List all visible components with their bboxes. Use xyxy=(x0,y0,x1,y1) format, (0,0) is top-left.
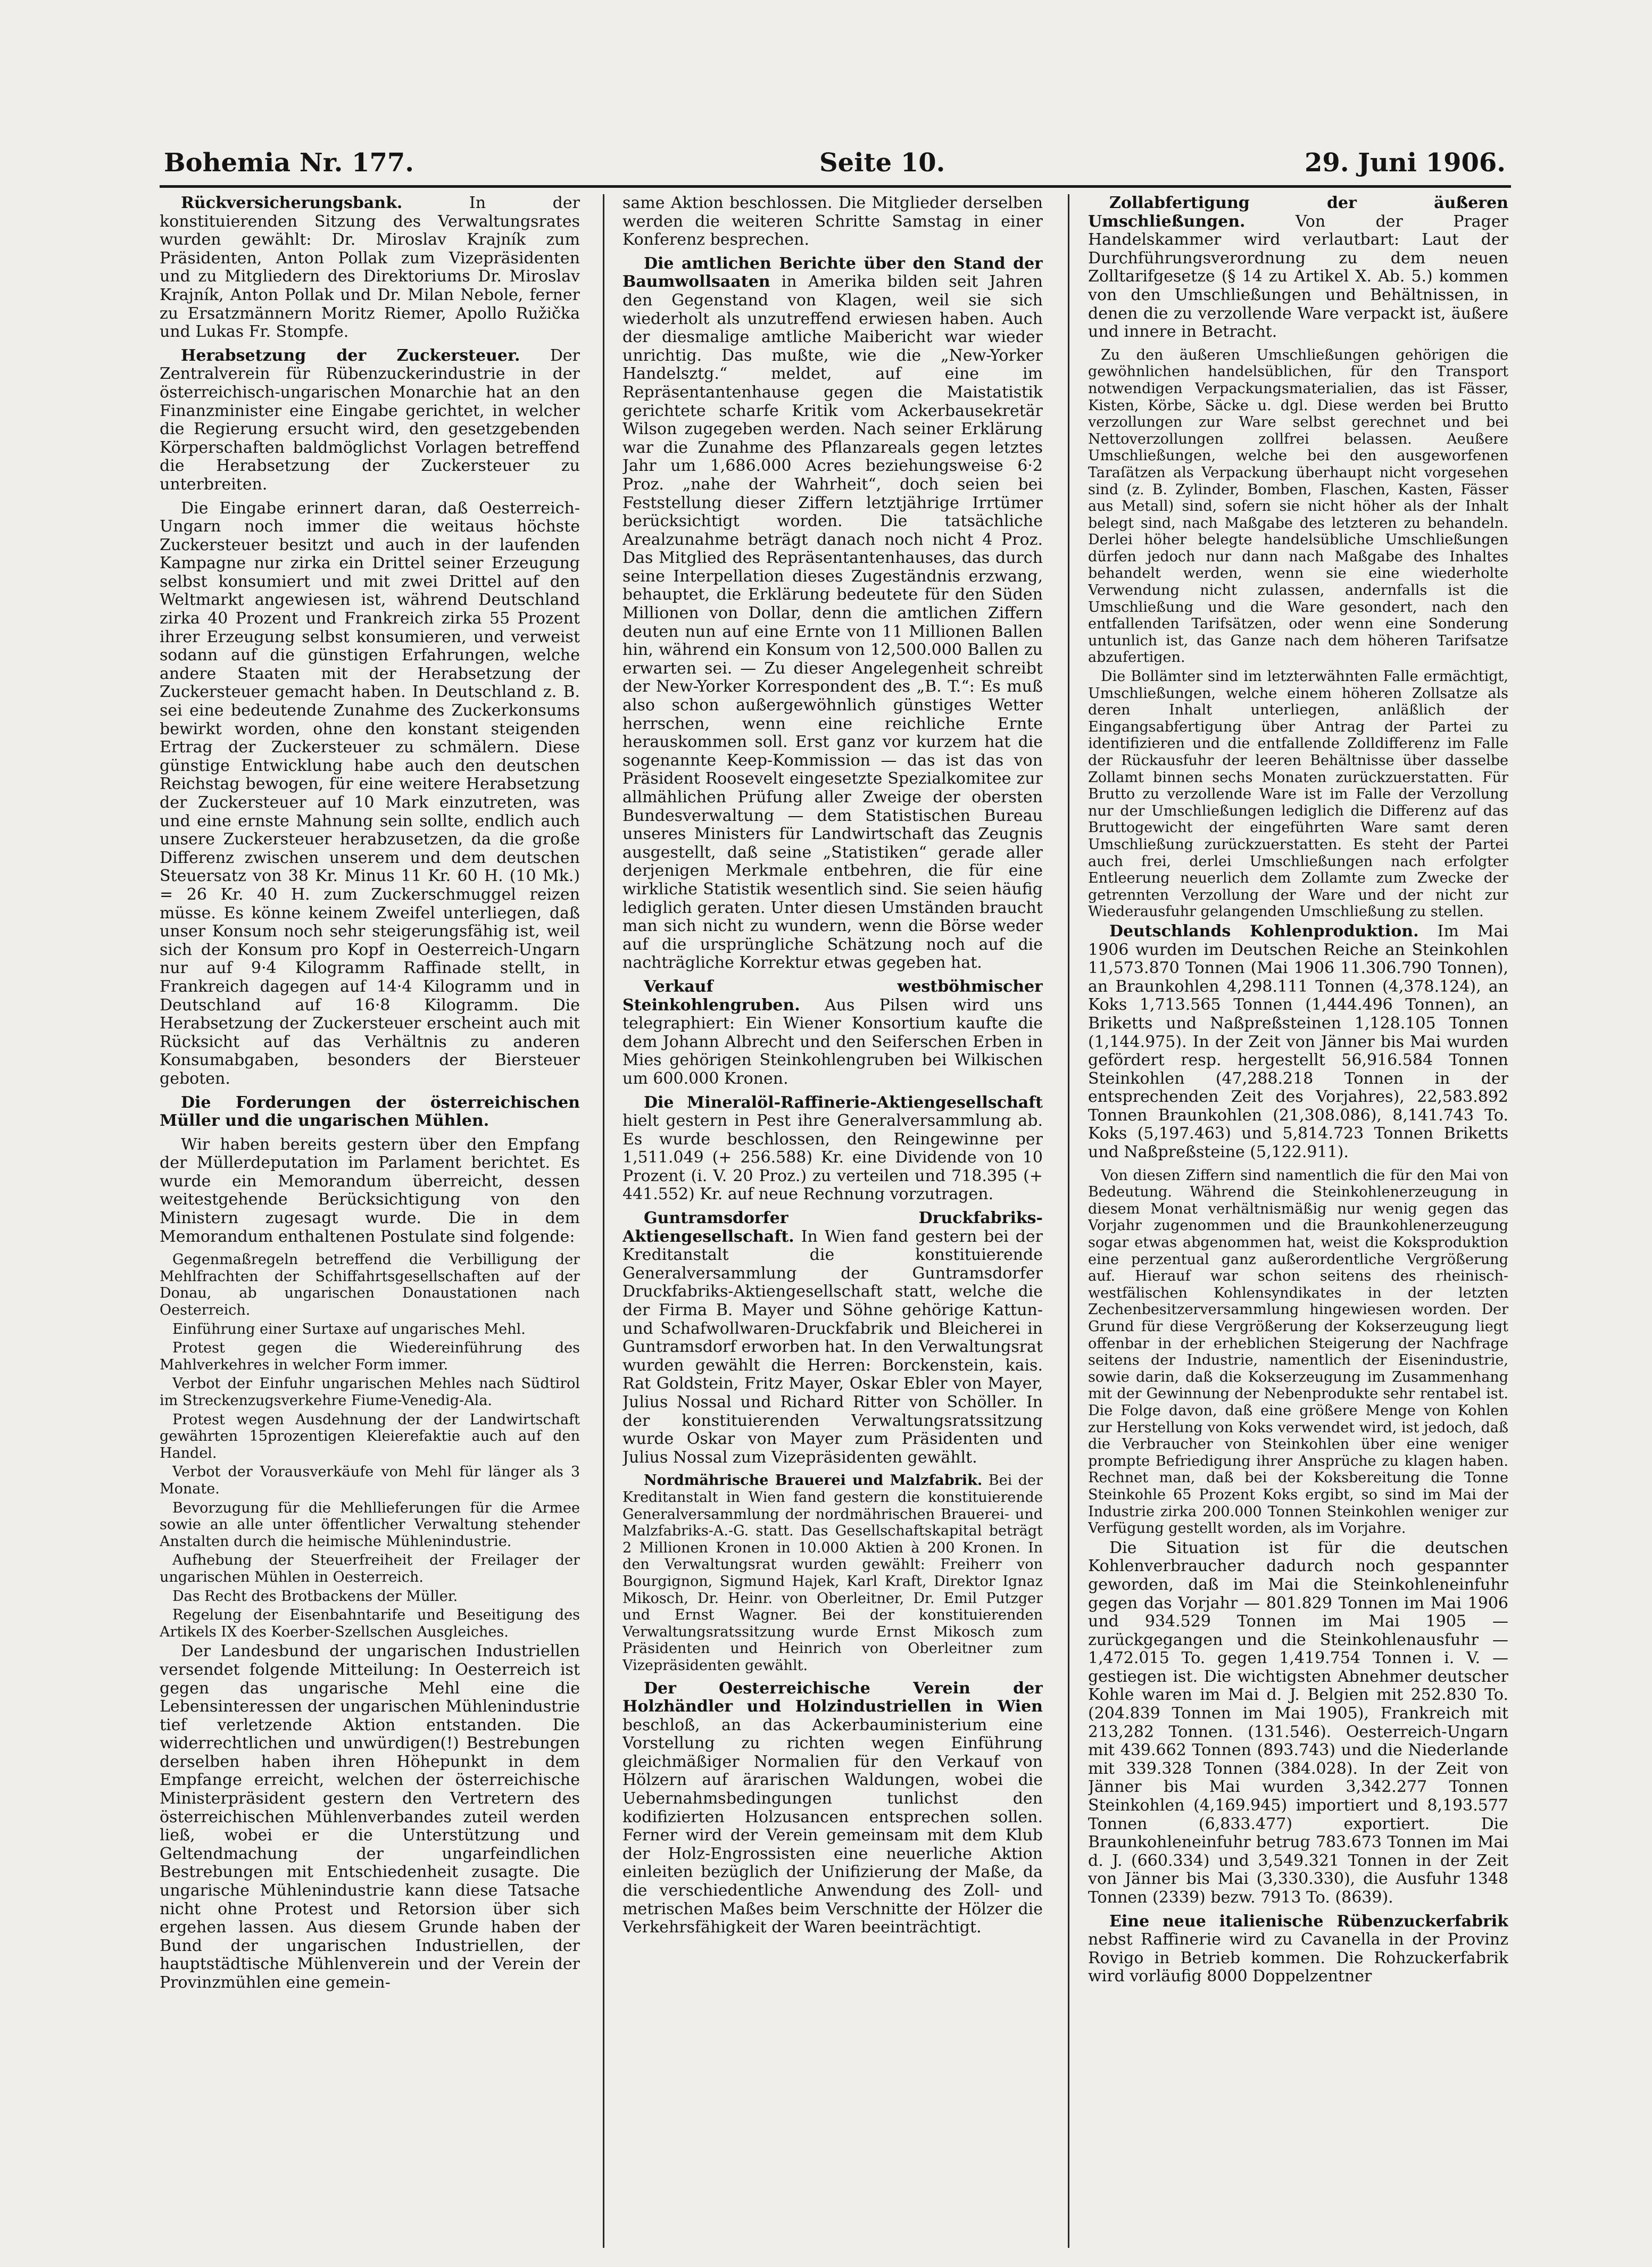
article-steinkohlengruben xyxy=(622,978,1043,1089)
article-body: Im Mai 1906 wurden im Deutschen Reiche an Steinkohlen 11,573.870 Tonnen (Mai 1906 11.306.790 Tonnen), an Braunkohlen 4,298.111 Tonnen (4,378.124), an Koks 1,713.565 Tonnen (1,444.496 Tonnen), an Briketts und Naßpreßsteinen 1,128.105 Tonnen (1,144.975). In der Zeit von Jänner bis Mai wurden gefördert resp. hergestellt 56,916.584 Tonnen Steinkohlen (47,288.218 Tonnen in der entsprechenden Zeit des Vorjahres), 22,583.892 Tonnen Braunkohlen (21,308.086), 8,141.743 To. Koks (5,197.463) und 5,814.723 Tonnen Briketts und Naßpreßsteine (5,122.911). xyxy=(1088,921,1508,1162)
article-paragraph: Der Landesbund der ungarischen Industriellen versendet folgende Mitteilung: In Oesterreich ist gegen das ungarische Mehl eine die Lebensinteressen der ungarischen Mühlenindustrie tief verletzende Aktion entstanden. Die widerrechtlichen und unwürdigen(!) Bestrebungen derselben haben ihren Höhepunkt in dem Empfange erreicht, welchen der österreichische Ministerpräsident gestern den Vertretern des österreichischen Mühlenverbandes zuteil werden ließ, wobei er die Unterstützung und Geltendmachung der ungarfeindlichen Bestrebungen mit Entschiedenheit zusagte. Die ungarische Mühlenindustrie kann diese Tatsache nicht ohne Protest und Retorsion über sich ergehen lassen. Aus diesem Grunde haben der Bund der ungarischen Industriellen, der hauptstädtische Mühlenverein und der Verein der Provinzmühlen eine gemein- xyxy=(160,1642,580,1992)
article-headline: Zollabfertigung der äußeren Umschließungen. xyxy=(1088,194,1508,231)
article-zuckersteuer xyxy=(160,347,580,494)
page-header xyxy=(160,148,1511,188)
zoll-details xyxy=(1088,347,1508,920)
header-date: 29. Juni 1906. xyxy=(1305,148,1506,178)
article-body: Aus Pilsen wird uns telegraphiert: Ein Wiener Konsortium kaufte die dem Johann Albrecht und den Seiferschen Erben in Mies gehörigen Steinkohlengruben bei Wilkischen um 600.000 Kronen. xyxy=(622,995,1043,1088)
article-headline: Nordmährische Brauerei und Malzfabrik. xyxy=(644,1472,983,1489)
article-body: hielt gestern in Pest ihre Generalversammlung ab. Es wurde beschlossen, den Reingewinne per 1,511.049 (+ 256.588) Kr. eine Dividende von 10 Prozent (i. V. 20 Proz.) zu verteilen und 718.395 (+ 441.552) Kr. auf neue Rechnung vorzutragen. xyxy=(622,1111,1043,1204)
article-body: beschloß, an das Ackerbauministerium eine Vorstellung zu richten wegen Einführung gleichmäßiger Normalien für den Verkauf von Hölzern auf ärarischen Waldungen, wobei die Uebernahmsbedingungen tunlichst den kodifizierten Holzusancen entsprechen sollen. Ferner wird der Verein gemeinsam mit dem Klub der Holz-Engrossisten eine neuerliche Aktion einleiten bezüglich der Unifizierung der Maße, da die verschiedentliche Anwendung des Zoll- und metrischen Maßes beim Verschnitte der Hölzer die Verkehrsfähigkeit der Waren beeinträchtigt. xyxy=(622,1715,1043,1937)
column-3 xyxy=(1088,194,1508,2248)
header-page-number: Seite 10. xyxy=(819,148,945,178)
article-paragraph: Die Eingabe erinnert daran, daß Oesterreich-Ungarn noch immer die weitaus höchste Zuckersteuer besitzt und auch in der laufenden Kampagne nur zirka ein Drittel seiner Erzeugung selbst konsumiert und mit zwei Drittel auf den Weltmarkt angewiesen ist, während Deutschland zirka 40 Prozent und Frankreich zirka 55 Prozent ihrer Erzeugung selbst konsumieren, und verweist sodann auf die günstigen Erfahrungen, welche andere Staaten mit der Herabsetzung der Zuckersteuer gemacht haben. In Deutschland z. B. sei eine bedeutende Zunahme des Zuckerkonsums bewirkt worden, ohne den konstant steigenden Ertrag der Zuckersteuer zu schmälern. Diese günstige Entwicklung habe auch den deutschen Reichstag bewogen, für eine weitere Herabsetzung der Zuckersteuer auf 10 Mark einzutreten, was und eine ernste Mahnung sein sollte, endlich auch unsere Zuckersteuer herabzusetzen, da die große Differenz zwischen unserem und dem deutschen Steuersatz von 38 Kr. Minus 11 Kr. 60 H. (10 Mk.) = 26 Kr. 40 H. zum Zuckerschmuggel reizen müsse. Es könne keinem Zweifel unterliegen, daß unser Konsum noch sehr steigerungsfähig ist, weil sich der Konsum pro Kopf in Oesterreich-Ungarn nur auf 9·4 Kilogramm Raffinade stellt, in Frankreich dagegen auf 14·4 Kilogramm und in Deutschland auf 16·8 Kilogramm. Die Herabsetzung der Zuckersteuer erscheint auch mit Rücksicht auf das Verhältnis zu anderen Konsumabgaben, besonders der Biersteuer geboten. xyxy=(160,499,580,1088)
article-body: Der Zentralverein für Rübenzuckerindustrie in der österreichisch-ungarischen Monarchie hat an den Finanzminister eine Eingabe gerichtet, in welcher die Regierung ersucht wird, den gesetzgebenden Körperschaften baldmöglichst Vorlagen betreffend die Herabsetzung der Zuckersteuer zu unterbreiten. xyxy=(160,346,580,494)
article-guntramsdorf xyxy=(622,1209,1043,1467)
article-zollabfertigung xyxy=(1088,194,1508,342)
article-paragraph: Die Situation ist für die deutschen Kohlenverbraucher dadurch noch gespannter geworden, daß im Mai die Steinkohleneinfuhr gegen das Vorjahr — 801.829 Tonnen im Mai 1906 und 934.529 Tonnen im Mai 1905 — zurückgegangen und die Steinkohlenausfuhr — 1,472.015 To. gegen 1,419.754 Tonnen i. V. — gestiegen ist. Die wichtigsten Abnehmer deutscher Kohle waren im Mai d. J. Belgien mit 252.830 To. (204.839 Tonnen im Mai 1905), Frankreich mit 213,282 Tonnen. (131.546). Oesterreich-Ungarn mit 439.662 Tonnen (893.743) und die Niederlande mit 339.328 Tonnen (384.028). In der Zeit von Jänner bis Mai wurden 3,342.277 Tonnen Steinkohlen (4,169.945) importiert und 8,193.577 Tonnen (6,833.477) exportiert. Die Braunkohleneinfuhr betrug 783.673 Tonnen im Mai d. J. (660.334) und 3,549.321 Tonnen in der Zeit von Jänner bis Mai (3,330.330), die Ausfuhr 1348 Tonnen (2339) bezw. 7913 To. (8639). xyxy=(1088,1538,1508,1907)
article-continuation: same Aktion beschlossen. Die Mitglieder derselben werden die weiteren Schritte Samstag in einer Konferenz besprechen. xyxy=(622,194,1043,250)
article-headline: Guntramsdorfer Druckfabriks-Aktiengesellschaft. xyxy=(622,1209,1043,1246)
column-2 xyxy=(622,194,1043,2248)
article-body: nebst Raffinerie wird zu Cavanella in der Provinz Rovigo in Betrieb kommen. Die Rohzuckerfabrik wird vorläufig 8000 Doppelzentner xyxy=(1088,1930,1508,1986)
list-item: Bevorzugung für die Mehllieferungen für die Armee sowie an alle unter öffentlicher Verwaltung stehender Anstalten durch die heimische Mühlenindustrie. xyxy=(160,1499,580,1550)
list-item: Aufhebung der Steuerfreiheit der Freilager der ungarischen Mühlen in Oesterreich. xyxy=(160,1552,580,1585)
article-headline: Verkauf westböhmischer Steinkohlengruben. xyxy=(622,977,1043,1015)
article-body: Bei der Kreditanstalt in Wien fand gestern die konstituierende Generalversammlung der nordmährischen Brauerei- und Malzfabriks-A.-G. statt. Das Gesellschaftskapital beträgt 2 Millionen Kronen in 10.000 Aktien à 200 Kronen. In den Verwaltungsrat wurden gewählt: Freiherr von Bourgignon, Sigmund Hajek, Karl Kraft, Direktor Ignaz Mikosch, Dr. Heinr. von Oberleitner, Dr. Emil Putzger und Ernst Wagner. Bei der konstituierenden Verwaltungsratssitzung wurde Ernst Mikosch zum Präsidenten und Heinrich von Oberleitner zum Vizepräsidenten gewählt. xyxy=(622,1472,1043,1674)
article-headline: Die amtlichen Berichte über den Stand der Baumwollsaaten xyxy=(622,254,1043,292)
article-headline: Deutschlands Kohlenproduktion. xyxy=(1109,921,1419,941)
header-issue: Bohemia Nr. 177. xyxy=(164,148,414,178)
list-item: Protest wegen Ausdehnung der der Landwirtschaft gewährten 15prozentigen Kleierefaktie auch auf den Handel. xyxy=(160,1411,580,1461)
memorandum-list xyxy=(160,1251,580,1640)
article-rueckversicherungsbank xyxy=(160,194,580,342)
list-item: Verbot der Vorausverkäufe von Mehl für länger als 3 Monate. xyxy=(160,1464,580,1497)
list-item: Einführung einer Surtaxe auf ungarisches Mehl. xyxy=(172,1321,526,1338)
article-ruebenzuckerfabrik xyxy=(1088,1913,1508,1986)
article-body: In Wien fand gestern bei der Kreditanstalt die konstituierende Generalversammlung der Guntramsdorfer Druckfabriks-Aktiengesellschaft statt, welche die der Firma B. Mayer und Söhne gehörige Kattun- und Schafwollwaren-Druckfabrik und Bleicherei in Guntramsdorf erworben hat. In den Verwaltungsrat wurden gewählt die Herren: Borckenstein, kais. Rat Goldstein, Fritz Mayer, Oskar Ebler von Mayer, Julius Nossal und Richard Ritter von Schöller. In der konstituierenden Verwaltungsratssitzung wurde Oskar von Mayer zum Präsidenten und Julius Nossal zum Vizepräsidenten gewählt. xyxy=(622,1227,1043,1467)
article-body: Von der Prager Handelskammer wird verlautbart: Laut der Durchführungsverordnung zu dem neuen Zolltarifgesetze (§ 14 zu Artikel X. Ab. 5.) kommen von den Umschließungen und Behältnissen, in denen die zu verzollende Ware verpackt ist, äußere und innere in Betracht. xyxy=(1088,212,1508,342)
article-paragraph: Von diesen Ziffern sind namentlich die für den Mai von Bedeutung. Während die Steinkohlenerzeugung in diesem Monat verhältnismäßig nur wenig gegen das Vorjahr zugenommen und die Braunkohlenerzeugung sogar etwas abgenommen hat, weist die Koksproduktion eine perzentual ganz außerordentliche Vergrößerung auf. Hierauf war schon seitens des rheinisch-westfälischen Kohlensyndikates in der letzten Zechenbesitzerversammlung hingewiesen worden. Der Grund für diese Vergrößerung der Kokserzeugung liegt offenbar in der erheblichen Steigerung der Nachfrage seitens der Industrie, namentlich der Eisenindustrie, sowie darin, daß die Kokserzeugung im Zusammenhang mit der Gewinnung der Nebenprodukte sehr rentabel ist. Die Folge davon, daß eine größere Menge von Kohlen zur Herstellung von Koks verwendet wird, ist jedoch, daß die Verbraucher von Steinkohlen über eine weniger prompte Befriedigung ihrer Ansprüche zu klagen haben. Rechnet man, daß bei der Koksbereitung die Tonne Steinkohle 65 Prozent Koks ergibt, so sind im Mai der Industrie zirka 200.000 Tonnen Steinkohlen weniger zur Verfügung gestellt worden, als im Vorjahre. xyxy=(1088,1167,1508,1537)
column-rule-1 xyxy=(603,194,604,2248)
article-body: in Amerika bilden seit Jahren den Gegenstand von Klagen, weil sie sich wiederholt als unzutreffend erwiesen haben. Auch der diesmalige amtliche Maibericht war wieder unrichtig. Das mußte, wie die „New-Yorker Handelsztg.“ meldet, auf eine im Repräsentantenhause gegen die Maistatistik gerichtete scharfe Kritik vom Ackerbausekretär Wilson zugegeben werden. Nach seiner Erklärung war die Zunahme des Pflanzareals gegen letztes Jahr um 1,686.000 Acres beziehungsweise 6·2 Proz. „nahe der Wahrheit“, doch seien bei Feststellung dieser Ziffern letztjährige Irrtümer berücksichtigt worden. Die tatsächliche Arealzunahme beträgt danach noch nicht 4 Proz. Das Mitglied des Repräsentantenhauses, das durch seine Interpellation dieses Zugeständnis erzwang, behauptet, die Erklärung bedeutete für den Süden Millionen von Dollar, denn die amtlichen Ziffern deuten nun auf eine Ernte von 11 Millionen Ballen hin, während ein Konsum von 12,500.000 Ballen zu erwarten sei. — Zu dieser Angelegenheit schreibt der New-Yorker Korrespondent des „B. T.“: Es muß also schon außergewöhnlich günstiges Wetter herrschen, wenn eine reichliche Ernte herauskommen soll. Erst ganz vor kurzem hat die sogenannte Keep-Kommission — das ist das von Präsident Roosevelt eingesetzte Spezialkomitee zur allmählichen Prüfung aller Zweige der obersten Bundesverwaltung — dem Statistischen Bureau unseres Ministers für Landwirtschaft das Zeugnis ausgestellt, daß seine „Statistiken“ gerade aller derjenigen Merkmale entbehren, die für eine wirkliche Statistik wesentlich sind. Sie seien häufig lediglich geraten. Unter diesen Umständen braucht man sich nicht zu wundern, wenn die Börse weder auf die ursprüngliche Schätzung noch auf die nachträgliche Korrektur etwas gegeben hat. xyxy=(622,272,1043,973)
article-body: In der konstituierenden Sitzung des Verwaltungsrates wurden gewählt: Dr. Miroslav Krajník zum Präsidenten, Anton Pollak zum Vizepräsidenten und zu Mitgliedern des Direktoriums Dr. Miroslav Krajník, Anton Pollak und Dr. Milan Nebole, ferner zu Ersatzmännern Moritz Riemer, Apollo Ružička und Lukas Fr. Stompfe. xyxy=(160,194,580,342)
article-kohlenproduktion xyxy=(1088,923,1508,1162)
list-item: Das Recht des Brotbackens der Müller. xyxy=(172,1588,458,1605)
kohlen-details xyxy=(1088,1167,1508,1537)
article-headline: Die Mineralöl-Raffinerie-Aktiengesellschaft xyxy=(644,1093,1043,1112)
article-paragraph: Wir haben bereits gestern über den Empfang der Müllerdeputation im Parlament berichtet. Es wurde ein Memorandum überreicht, dessen weitestgehende Berücksichtigung von den Ministern zugesagt wurde. Die in dem Memorandum enthaltenen Postulate sind folgende: xyxy=(160,1135,580,1246)
article-paragraph: Zu den äußeren Umschließungen gehörigen die gewöhnlichen handelsüblichen, für den Transport notwendigen Verpackungsmaterialien, das ist Fässer, Kisten, Körbe, Säcke u. dgl. Diese werden bei Brutto verzollungen zur Ware selbst gerechnet und bei Nettoverzollungen zollfrei belassen. Aeußere Umschließungen, welche bei den ausgeworfenen Taraſätzen als Verpackung überhaupt nicht vorgesehen sind (z. B. Zylinder, Bomben, Flaschen, Kasten, Fässer aus Metall) sind, sofern sie nicht höher als der Inhalt belegt sind, nach Maßgabe des letzteren zu behandeln. Derlei höher belegte handelsübliche Umschließungen dürfen jedoch nur dann nach Maßgabe des Inhaltes behandelt werden, wenn sie eine wiederholte Verwendung nicht zulassen, andernfalls ist die Umschließung und die Ware gesondert, nach den entfallenden Tarifsätzen, oder wenn eine Sonderung untunlich ist, das Ganze nach dem höheren Tarifsatze abzufertigen. xyxy=(1088,346,1508,666)
article-headline: Rückversicherungsbank. xyxy=(181,194,403,212)
article-headline-mueller: Die Forderungen der österreichischen Müller und die ungarischen Mühlen. xyxy=(160,1093,580,1131)
list-item: Regelung der Eisenbahntarife und Beseitigung des Artikels IX des Koerber-Szellschen Ausgleiches. xyxy=(160,1607,580,1640)
column-rule-2 xyxy=(1068,194,1069,2248)
article-baumwolle xyxy=(622,255,1043,973)
article-headline: Herabsetzung der Zuckersteuer. xyxy=(181,346,520,365)
list-item: Gegenmaßregeln betreffend die Verbilligung der Mehlfrachten der Schiffahrtsgesellschaften auf der Donau, ab ungarischen Donaustationen nach Oesterreich. xyxy=(160,1251,580,1319)
article-mineraloel xyxy=(622,1094,1043,1205)
list-item: Verbot der Einfuhr ungarischen Mehles nach Südtirol im Streckenzugsverkehre Fiume-Venedig-Ala. xyxy=(160,1375,580,1409)
article-brauerei xyxy=(622,1472,1043,1674)
article-paragraph: Die Bollämter sind im letzterwähnten Falle ermächtigt, Umschließungen, welche einem höheren Zollsatze als deren Inhalt unterliegen, anläßlich der Eingangsabfertigung über Antrag der Partei zu identifizieren und die entfallende Zolldifferenz im Falle der Rückausfuhr der leeren Behältnisse über dasselbe Zollamt binnen sechs Monaten zurückzuerstatten. Für Brutto zu verzollende Ware ist im Falle der Verzollung nur der Umschließungen lediglich die Differenz auf das Bruttogewicht der eingeführten Ware samt deren Umschließung zurückzuerstatten. Es steht der Partei auch frei, derlei Umschließungen nach erfolgter Entleerung neuerlich dem Zollamte zum Zwecke der getrennten Verzollung der Ware und der nicht zur Wiederausfuhr gelangenden Umschließung zu stellen. xyxy=(1088,668,1508,920)
list-item: Protest gegen die Wiedereinführung des Mahlverkehres in welcher Form immer. xyxy=(160,1340,580,1373)
article-headline: Eine neue italienische Rübenzuckerfabrik xyxy=(1109,1912,1508,1931)
article-headline: Der Oesterreichische Verein der Holzhändler und Holzindustriellen in Wien xyxy=(622,1679,1043,1716)
column-1 xyxy=(160,194,580,2248)
article-holzhaendler xyxy=(622,1680,1043,1937)
